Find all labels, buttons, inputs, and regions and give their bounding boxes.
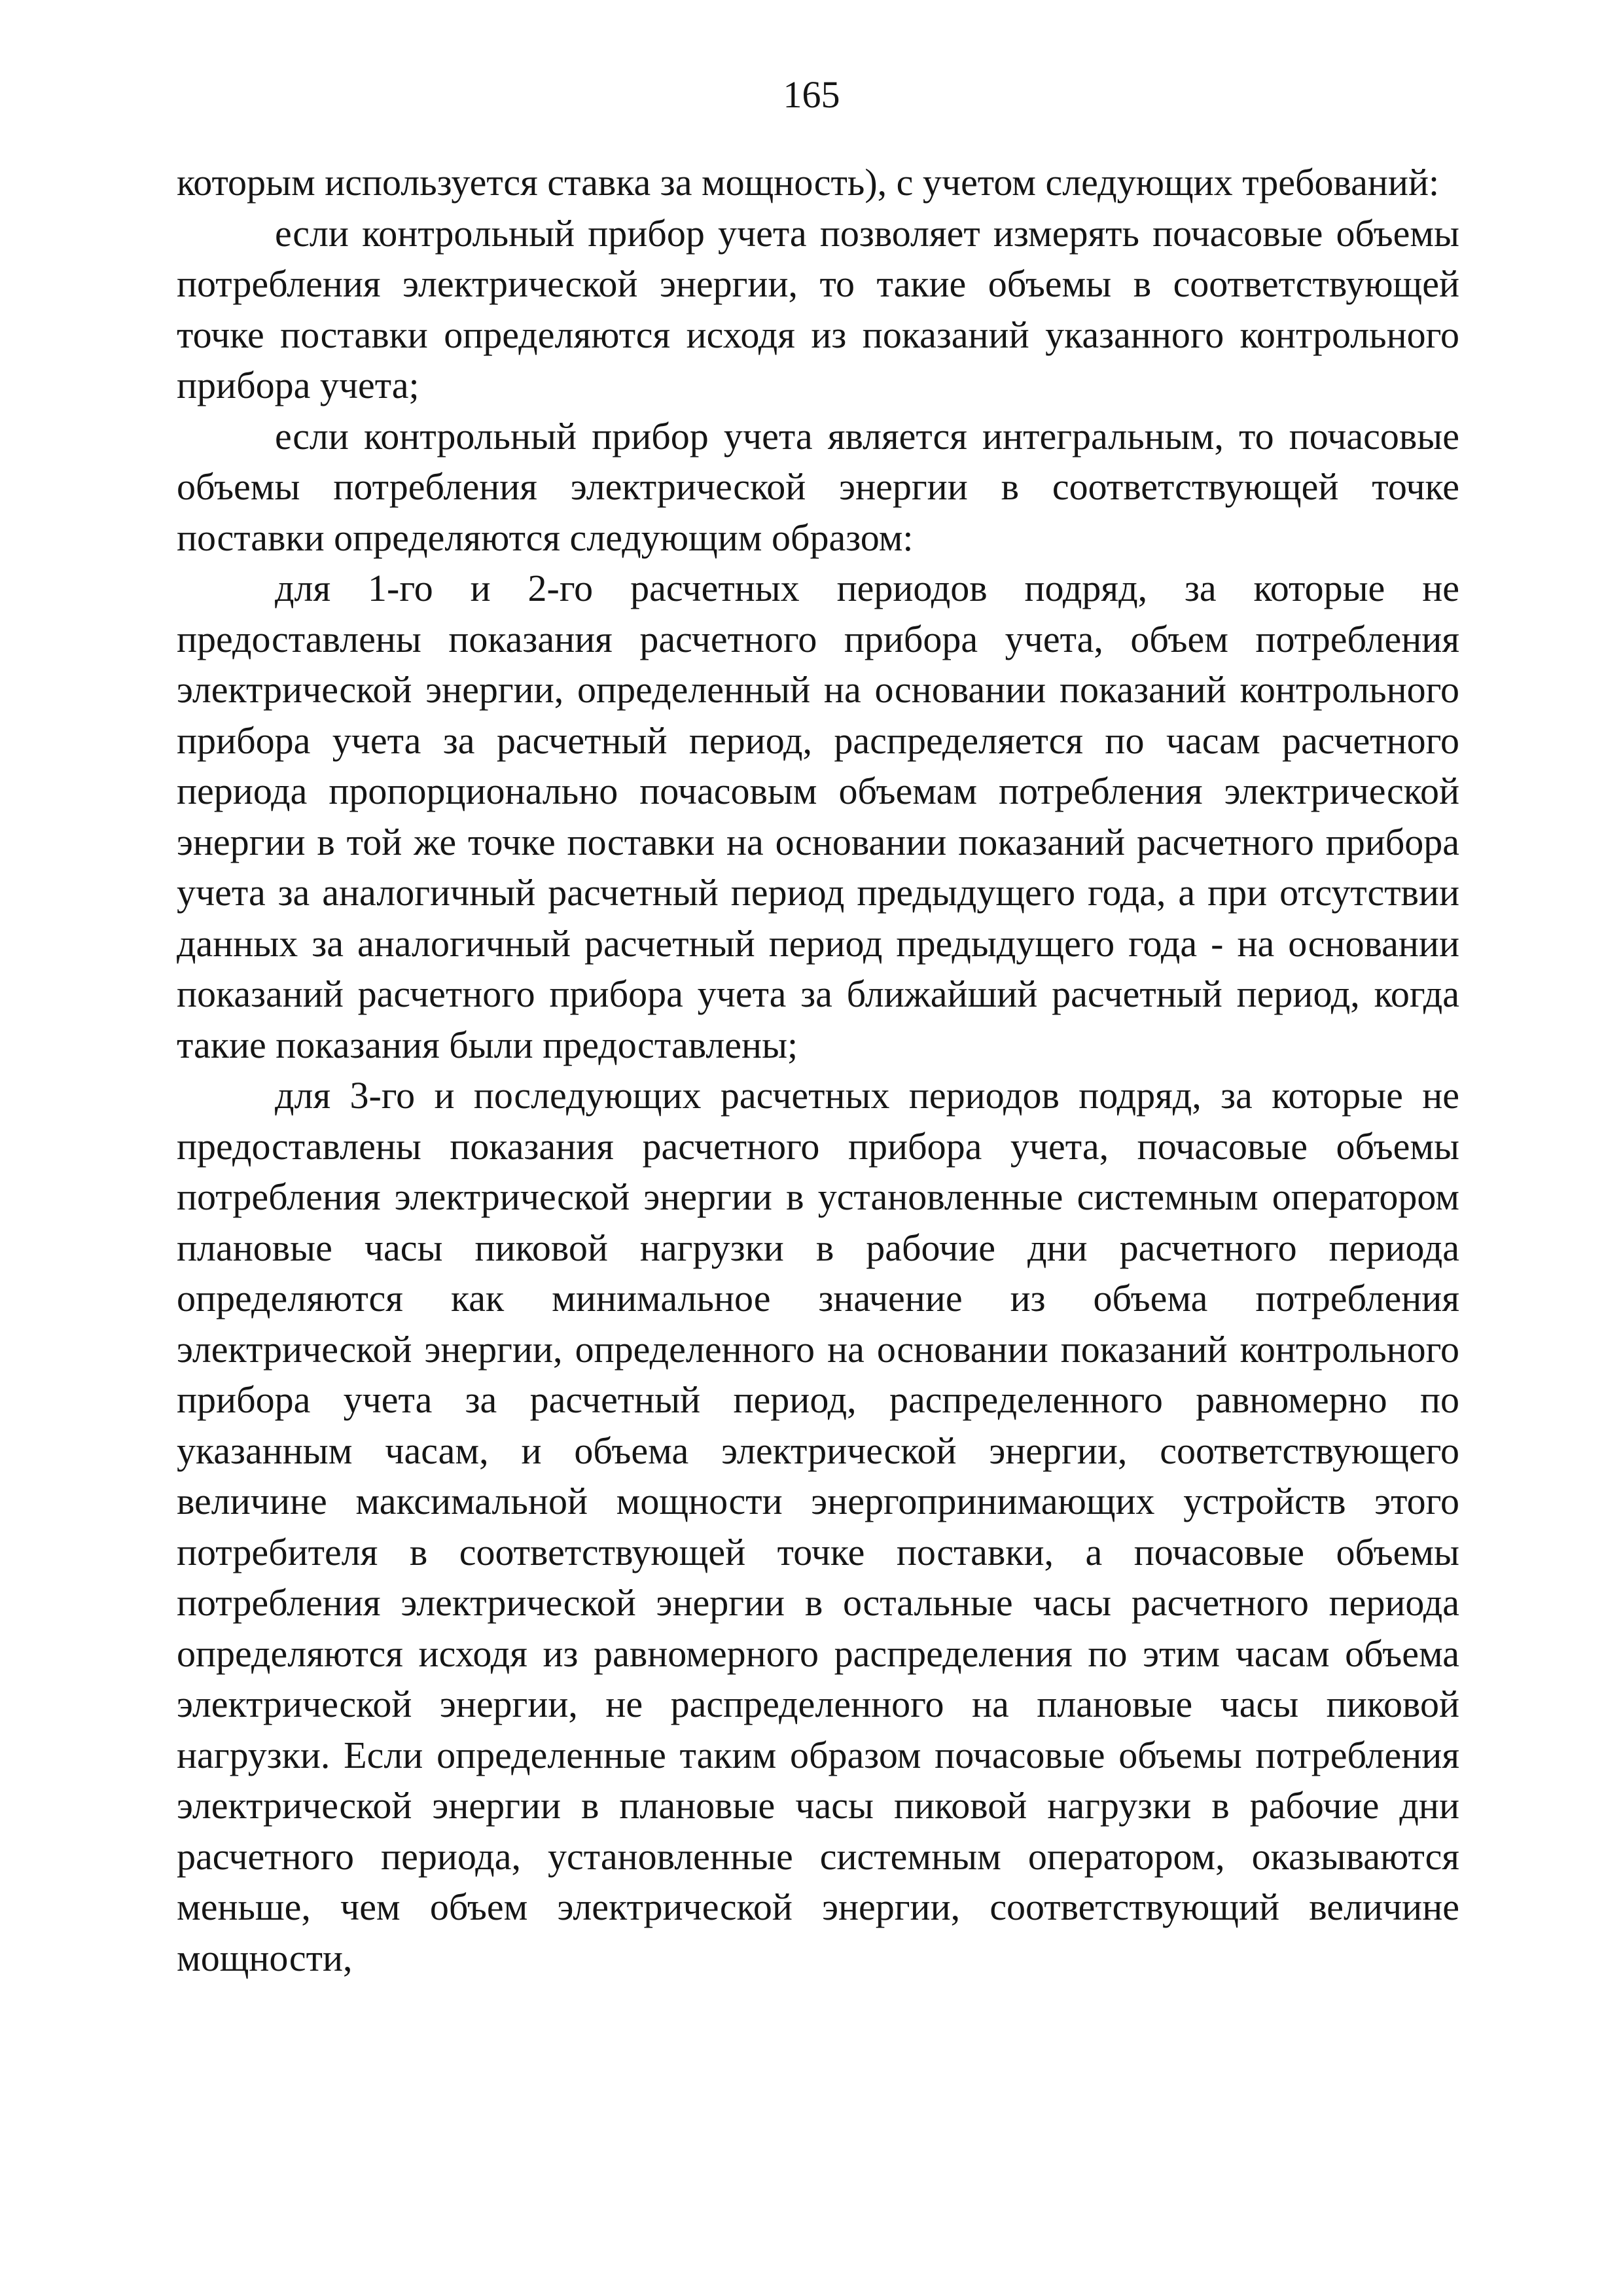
page-number: 165 [783,73,840,116]
paragraph-1: которым используется ставка за мощность), с учетом следующих требований: [177,161,1440,204]
paragraph-2: если контрольный прибор учета позволяет измерять почасовые объемы потребления электрической энергии, то такие объемы в соответствующей точке поставки определяются исходя из показаний указанного контрольного прибора учета; [177,211,1459,406]
paragraph-3: если контрольный прибор учета является интегральным, то почасовые объемы потребления электрической энергии в соответствующей точке поставки определяются следующим образом: [177,414,1459,559]
paragraph-4: для 1-го и 2-го расчетных периодов подряд, за которые не предоставлены показания расчетного прибора учета, объем потребления электрической энергии, определенный на основании показаний контрольного прибора учета за расчетный период, распределяется по часам расчетного периода пропорционально почасовым объемам потребления электрической энергии в той же точке поставки на основании показаний расчетного прибора учета за аналогичный расчетный период предыдущего года, а при отсутствии данных за аналогичный расчетный период предыдущего года - на основании показаний расчетного прибора учета за ближайший расчетный период, когда такие показания были предоставлены; [177,567,1459,1066]
paragraph-5: для 3-го и последующих расчетных периодов подряд, за которые не предоставлены показания расчетного прибора учета, почасовые объемы потребления электрической энергии в установленные системным оператором плановые часы пиковой нагрузки в рабочие дни расчетного периода определяются как минимальное значение из объема потребления электрической энергии, определенного на основании показаний контрольного прибора учета за расчетный период, распределенного равномерно по указанным часам, и объема электрической энергии, соответствующего величине максимальной мощности энергопринимающих устройств этого потребителя в соответствующей точке поставки, а почасовые объемы потребления электрической энергии в остальные часы расчетного периода определяются исходя из равномерного распределения по этим часам объема электрической энергии, не распределенного на плановые часы пиковой нагрузки. Если определенные таким образом почасовые объемы потребления электрической энергии в плановые часы пиковой нагрузки в рабочие дни расчетного периода, установленные системным оператором, оказываются меньше, чем объем электрической энергии, соответствующий величине мощности, [177,1074,1459,1979]
document-body [177,157,1459,1983]
